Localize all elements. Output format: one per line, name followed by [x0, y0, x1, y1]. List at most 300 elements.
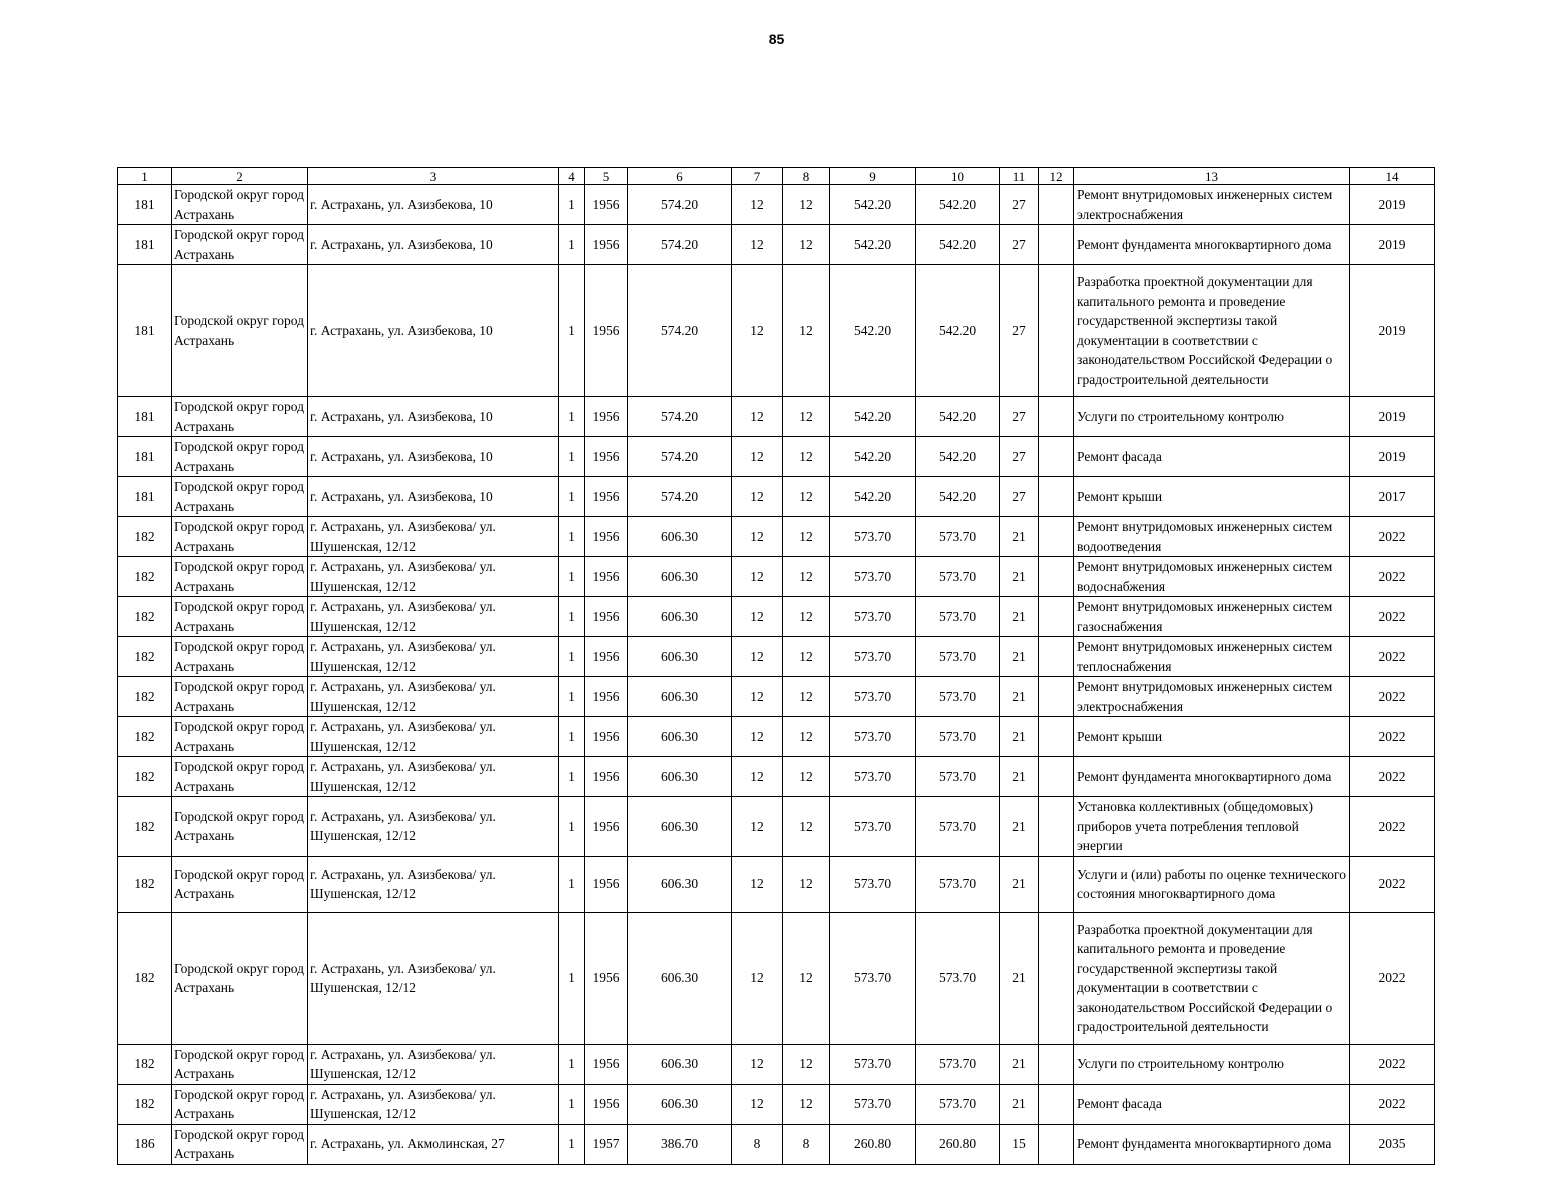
table-row — [118, 185, 1435, 225]
cell-municipality: Городской округ город Астрахань — [172, 437, 308, 477]
table-row — [118, 557, 1435, 597]
cell-municipality: Городской округ город Астрахань — [172, 912, 308, 1044]
cell-9: 573.70 — [830, 797, 916, 857]
table-row — [118, 757, 1435, 797]
cell-10: 573.70 — [916, 1084, 1000, 1124]
cell-12 — [1039, 717, 1074, 757]
cell-address: г. Астрахань, ул. Азизбекова/ ул. Шушенская, 12/12 — [308, 856, 559, 912]
cell-6: 574.20 — [628, 225, 732, 265]
cell-work-type: Ремонт крыши — [1074, 477, 1350, 517]
cell-work-type: Разработка проектной документации для капитального ремонта и проведение государственной экспертизы такой документации в соответствии с законодательством Российской Федерации о градостроительной деятельности — [1074, 265, 1350, 397]
cell-7: 12 — [732, 677, 783, 717]
cell-4: 1 — [559, 477, 585, 517]
cell-municipality: Городской округ город Астрахань — [172, 397, 308, 437]
cell-municipality: Городской округ город Астрахань — [172, 797, 308, 857]
header-col-11: 11 — [1000, 168, 1039, 185]
cell-number: 182 — [118, 557, 172, 597]
cell-year-built: 1956 — [585, 1044, 628, 1084]
cell-work-type: Ремонт внутридомовых инженерных систем водоснабжения — [1074, 557, 1350, 597]
cell-year-built: 1956 — [585, 185, 628, 225]
cell-municipality: Городской округ город Астрахань — [172, 1124, 308, 1164]
cell-planned-year: 2022 — [1350, 637, 1435, 677]
cell-year-built: 1956 — [585, 557, 628, 597]
cell-10: 542.20 — [916, 185, 1000, 225]
table-row — [118, 912, 1435, 1044]
cell-9: 542.20 — [830, 397, 916, 437]
cell-9: 573.70 — [830, 717, 916, 757]
cell-10: 573.70 — [916, 557, 1000, 597]
cell-8: 12 — [783, 517, 830, 557]
cell-number: 182 — [118, 1084, 172, 1124]
cell-7: 12 — [732, 717, 783, 757]
cell-10: 573.70 — [916, 677, 1000, 717]
cell-12 — [1039, 265, 1074, 397]
cell-8: 12 — [783, 1084, 830, 1124]
cell-planned-year: 2022 — [1350, 677, 1435, 717]
cell-municipality: Городской округ город Астрахань — [172, 1084, 308, 1124]
header-col-work-type: 13 — [1074, 168, 1350, 185]
cell-11: 27 — [1000, 225, 1039, 265]
cell-number: 182 — [118, 757, 172, 797]
header-col-8: 8 — [783, 168, 830, 185]
cell-planned-year: 2019 — [1350, 225, 1435, 265]
cell-12 — [1039, 557, 1074, 597]
cell-11: 27 — [1000, 477, 1039, 517]
cell-work-type: Ремонт фундамента многоквартирного дома — [1074, 225, 1350, 265]
cell-12 — [1039, 477, 1074, 517]
header-col-7: 7 — [732, 168, 783, 185]
cell-work-type: Ремонт внутридомовых инженерных систем газоснабжения — [1074, 597, 1350, 637]
cell-planned-year: 2019 — [1350, 265, 1435, 397]
cell-number: 182 — [118, 677, 172, 717]
cell-number: 181 — [118, 477, 172, 517]
cell-9: 573.70 — [830, 1044, 916, 1084]
cell-10: 260.80 — [916, 1124, 1000, 1164]
cell-6: 386.70 — [628, 1124, 732, 1164]
cell-8: 12 — [783, 717, 830, 757]
header-col-6: 6 — [628, 168, 732, 185]
cell-12 — [1039, 677, 1074, 717]
cell-8: 12 — [783, 856, 830, 912]
cell-7: 12 — [732, 1044, 783, 1084]
cell-6: 606.30 — [628, 757, 732, 797]
cell-12 — [1039, 757, 1074, 797]
cell-9: 573.70 — [830, 517, 916, 557]
cell-10: 573.70 — [916, 856, 1000, 912]
cell-11: 21 — [1000, 517, 1039, 557]
cell-10: 573.70 — [916, 757, 1000, 797]
cell-planned-year: 2035 — [1350, 1124, 1435, 1164]
table-row — [118, 856, 1435, 912]
cell-12 — [1039, 1124, 1074, 1164]
cell-11: 27 — [1000, 397, 1039, 437]
cell-4: 1 — [559, 517, 585, 557]
cell-number: 181 — [118, 225, 172, 265]
cell-6: 606.30 — [628, 717, 732, 757]
cell-12 — [1039, 637, 1074, 677]
cell-6: 606.30 — [628, 797, 732, 857]
cell-planned-year: 2022 — [1350, 1084, 1435, 1124]
cell-11: 27 — [1000, 437, 1039, 477]
page-number: 85 — [768, 31, 785, 47]
cell-11: 27 — [1000, 185, 1039, 225]
cell-year-built: 1956 — [585, 397, 628, 437]
cell-address: г. Астрахань, ул. Азизбекова, 10 — [308, 477, 559, 517]
cell-6: 574.20 — [628, 185, 732, 225]
cell-planned-year: 2022 — [1350, 717, 1435, 757]
cell-8: 12 — [783, 912, 830, 1044]
cell-9: 573.70 — [830, 757, 916, 797]
cell-10: 542.20 — [916, 265, 1000, 397]
cell-8: 12 — [783, 1044, 830, 1084]
table-row — [118, 1124, 1435, 1164]
cell-7: 12 — [732, 1084, 783, 1124]
cell-6: 574.20 — [628, 437, 732, 477]
cell-12 — [1039, 856, 1074, 912]
cell-4: 1 — [559, 856, 585, 912]
table-row — [118, 265, 1435, 397]
cell-10: 573.70 — [916, 1044, 1000, 1084]
cell-work-type: Ремонт фундамента многоквартирного дома — [1074, 757, 1350, 797]
cell-7: 12 — [732, 517, 783, 557]
cell-10: 573.70 — [916, 597, 1000, 637]
header-col-number: 1 — [118, 168, 172, 185]
cell-11: 15 — [1000, 1124, 1039, 1164]
cell-address: г. Астрахань, ул. Азизбекова/ ул. Шушенская, 12/12 — [308, 717, 559, 757]
cell-work-type: Разработка проектной документации для капитального ремонта и проведение государственной экспертизы такой документации в соответствии с законодательством Российской Федерации о градостроительной деятельности — [1074, 912, 1350, 1044]
cell-12 — [1039, 1084, 1074, 1124]
cell-planned-year: 2022 — [1350, 757, 1435, 797]
table-row — [118, 225, 1435, 265]
cell-work-type: Ремонт внутридомовых инженерных систем электроснабжения — [1074, 185, 1350, 225]
cell-6: 606.30 — [628, 637, 732, 677]
cell-11: 21 — [1000, 757, 1039, 797]
cell-year-built: 1956 — [585, 265, 628, 397]
table-row — [118, 717, 1435, 757]
cell-12 — [1039, 185, 1074, 225]
cell-4: 1 — [559, 1124, 585, 1164]
cell-planned-year: 2022 — [1350, 856, 1435, 912]
cell-6: 606.30 — [628, 677, 732, 717]
cell-4: 1 — [559, 185, 585, 225]
cell-8: 8 — [783, 1124, 830, 1164]
cell-11: 21 — [1000, 856, 1039, 912]
cell-7: 12 — [732, 437, 783, 477]
cell-year-built: 1956 — [585, 757, 628, 797]
cell-11: 21 — [1000, 1044, 1039, 1084]
cell-8: 12 — [783, 437, 830, 477]
table-row — [118, 597, 1435, 637]
cell-10: 542.20 — [916, 437, 1000, 477]
cell-8: 12 — [783, 797, 830, 857]
cell-municipality: Городской округ город Астрахань — [172, 717, 308, 757]
table-row — [118, 397, 1435, 437]
table-row — [118, 1044, 1435, 1084]
table-row — [118, 437, 1435, 477]
cell-year-built: 1956 — [585, 477, 628, 517]
cell-12 — [1039, 437, 1074, 477]
cell-address: г. Астрахань, ул. Азизбекова, 10 — [308, 185, 559, 225]
cell-6: 606.30 — [628, 856, 732, 912]
cell-10: 542.20 — [916, 397, 1000, 437]
header-col-10: 10 — [916, 168, 1000, 185]
cell-9: 573.70 — [830, 912, 916, 1044]
cell-4: 1 — [559, 265, 585, 397]
cell-8: 12 — [783, 185, 830, 225]
cell-11: 21 — [1000, 797, 1039, 857]
cell-6: 574.20 — [628, 265, 732, 397]
cell-8: 12 — [783, 557, 830, 597]
cell-address: г. Астрахань, ул. Азизбекова/ ул. Шушенская, 12/12 — [308, 1044, 559, 1084]
cell-number: 181 — [118, 265, 172, 397]
cell-7: 12 — [732, 477, 783, 517]
cell-address: г. Астрахань, ул. Азизбекова/ ул. Шушенская, 12/12 — [308, 677, 559, 717]
cell-12 — [1039, 597, 1074, 637]
cell-planned-year: 2019 — [1350, 437, 1435, 477]
cell-6: 606.30 — [628, 517, 732, 557]
cell-work-type: Ремонт внутридомовых инженерных систем теплоснабжения — [1074, 637, 1350, 677]
cell-10: 573.70 — [916, 517, 1000, 557]
cell-planned-year: 2019 — [1350, 397, 1435, 437]
cell-7: 12 — [732, 557, 783, 597]
cell-year-built: 1956 — [585, 597, 628, 637]
cell-planned-year: 2022 — [1350, 797, 1435, 857]
cell-work-type: Услуги по строительному контролю — [1074, 397, 1350, 437]
cell-number: 181 — [118, 437, 172, 477]
cell-work-type: Ремонт фундамента многоквартирного дома — [1074, 1124, 1350, 1164]
cell-planned-year: 2022 — [1350, 517, 1435, 557]
cell-planned-year: 2017 — [1350, 477, 1435, 517]
cell-municipality: Городской округ город Астрахань — [172, 185, 308, 225]
cell-year-built: 1956 — [585, 637, 628, 677]
table-row — [118, 677, 1435, 717]
cell-work-type: Ремонт фасада — [1074, 437, 1350, 477]
cell-municipality: Городской округ город Астрахань — [172, 477, 308, 517]
header-col-municipality: 2 — [172, 168, 308, 185]
cell-year-built: 1956 — [585, 797, 628, 857]
cell-7: 8 — [732, 1124, 783, 1164]
table-row — [118, 517, 1435, 557]
cell-11: 21 — [1000, 637, 1039, 677]
cell-address: г. Астрахань, ул. Азизбекова, 10 — [308, 437, 559, 477]
cell-address: г. Астрахань, ул. Азизбекова/ ул. Шушенская, 12/12 — [308, 1084, 559, 1124]
header-col-planned-year: 14 — [1350, 168, 1435, 185]
cell-12 — [1039, 797, 1074, 857]
cell-7: 12 — [732, 397, 783, 437]
cell-year-built: 1956 — [585, 677, 628, 717]
cell-7: 12 — [732, 265, 783, 397]
cell-7: 12 — [732, 856, 783, 912]
cell-work-type: Услуги и (или) работы по оценке технического состояния многоквартирного дома — [1074, 856, 1350, 912]
cell-number: 182 — [118, 1044, 172, 1084]
cell-year-built: 1956 — [585, 225, 628, 265]
table-row — [118, 637, 1435, 677]
cell-4: 1 — [559, 557, 585, 597]
cell-address: г. Астрахань, ул. Азизбекова, 10 — [308, 397, 559, 437]
cell-4: 1 — [559, 677, 585, 717]
cell-6: 606.30 — [628, 557, 732, 597]
cell-11: 27 — [1000, 265, 1039, 397]
cell-address: г. Астрахань, ул. Азизбекова, 10 — [308, 265, 559, 397]
cell-work-type: Ремонт крыши — [1074, 717, 1350, 757]
cell-number: 182 — [118, 797, 172, 857]
cell-4: 1 — [559, 912, 585, 1044]
cell-year-built: 1956 — [585, 1084, 628, 1124]
cell-7: 12 — [732, 757, 783, 797]
cell-number: 182 — [118, 912, 172, 1044]
cell-12 — [1039, 517, 1074, 557]
cell-4: 1 — [559, 757, 585, 797]
cell-number: 182 — [118, 637, 172, 677]
cell-number: 181 — [118, 185, 172, 225]
cell-9: 573.70 — [830, 677, 916, 717]
header-col-9: 9 — [830, 168, 916, 185]
cell-planned-year: 2019 — [1350, 185, 1435, 225]
capital-repair-table — [117, 167, 1435, 1165]
cell-address: г. Астрахань, ул. Азизбекова/ ул. Шушенская, 12/12 — [308, 797, 559, 857]
cell-8: 12 — [783, 677, 830, 717]
cell-6: 606.30 — [628, 1044, 732, 1084]
cell-8: 12 — [783, 477, 830, 517]
cell-6: 606.30 — [628, 597, 732, 637]
cell-8: 12 — [783, 397, 830, 437]
cell-4: 1 — [559, 225, 585, 265]
cell-municipality: Городской округ город Астрахань — [172, 265, 308, 397]
cell-11: 21 — [1000, 557, 1039, 597]
cell-work-type: Услуги по строительному контролю — [1074, 1044, 1350, 1084]
cell-municipality: Городской округ город Астрахань — [172, 557, 308, 597]
cell-9: 542.20 — [830, 265, 916, 397]
cell-4: 1 — [559, 1084, 585, 1124]
cell-11: 21 — [1000, 912, 1039, 1044]
cell-12 — [1039, 1044, 1074, 1084]
cell-6: 606.30 — [628, 1084, 732, 1124]
cell-planned-year: 2022 — [1350, 557, 1435, 597]
cell-address: г. Астрахань, ул. Азизбекова/ ул. Шушенская, 12/12 — [308, 637, 559, 677]
cell-address: г. Астрахань, ул. Азизбекова/ ул. Шушенская, 12/12 — [308, 757, 559, 797]
cell-9: 542.20 — [830, 477, 916, 517]
table-row — [118, 477, 1435, 517]
cell-number: 186 — [118, 1124, 172, 1164]
cell-9: 573.70 — [830, 637, 916, 677]
cell-6: 574.20 — [628, 397, 732, 437]
cell-10: 573.70 — [916, 912, 1000, 1044]
cell-10: 542.20 — [916, 477, 1000, 517]
cell-10: 573.70 — [916, 797, 1000, 857]
header-col-year-built: 5 — [585, 168, 628, 185]
cell-7: 12 — [732, 797, 783, 857]
cell-planned-year: 2022 — [1350, 1044, 1435, 1084]
cell-address: г. Астрахань, ул. Азизбекова/ ул. Шушенская, 12/12 — [308, 597, 559, 637]
cell-8: 12 — [783, 757, 830, 797]
cell-year-built: 1956 — [585, 437, 628, 477]
header-col-12: 12 — [1039, 168, 1074, 185]
cell-4: 1 — [559, 717, 585, 757]
cell-municipality: Городской округ город Астрахань — [172, 597, 308, 637]
cell-7: 12 — [732, 185, 783, 225]
cell-12 — [1039, 225, 1074, 265]
cell-12 — [1039, 912, 1074, 1044]
cell-number: 181 — [118, 397, 172, 437]
cell-9: 260.80 — [830, 1124, 916, 1164]
cell-7: 12 — [732, 912, 783, 1044]
cell-11: 21 — [1000, 677, 1039, 717]
cell-work-type: Ремонт внутридомовых инженерных систем водоотведения — [1074, 517, 1350, 557]
table-row — [118, 797, 1435, 857]
cell-9: 573.70 — [830, 856, 916, 912]
cell-9: 542.20 — [830, 185, 916, 225]
header-col-4: 4 — [559, 168, 585, 185]
cell-municipality: Городской округ город Астрахань — [172, 677, 308, 717]
cell-6: 606.30 — [628, 912, 732, 1044]
cell-number: 182 — [118, 856, 172, 912]
cell-address: г. Астрахань, ул. Акмолинская, 27 — [308, 1124, 559, 1164]
cell-4: 1 — [559, 397, 585, 437]
cell-planned-year: 2022 — [1350, 597, 1435, 637]
cell-4: 1 — [559, 437, 585, 477]
header-col-address: 3 — [308, 168, 559, 185]
cell-address: г. Астрахань, ул. Азизбекова/ ул. Шушенская, 12/12 — [308, 517, 559, 557]
cell-address: г. Астрахань, ул. Азизбекова/ ул. Шушенская, 12/12 — [308, 912, 559, 1044]
cell-number: 182 — [118, 597, 172, 637]
cell-4: 1 — [559, 1044, 585, 1084]
cell-year-built: 1957 — [585, 1124, 628, 1164]
cell-8: 12 — [783, 265, 830, 397]
cell-9: 573.70 — [830, 557, 916, 597]
cell-8: 12 — [783, 597, 830, 637]
cell-11: 21 — [1000, 597, 1039, 637]
cell-municipality: Городской округ город Астрахань — [172, 637, 308, 677]
cell-10: 573.70 — [916, 717, 1000, 757]
cell-work-type: Ремонт внутридомовых инженерных систем электроснабжения — [1074, 677, 1350, 717]
cell-12 — [1039, 397, 1074, 437]
cell-planned-year: 2022 — [1350, 912, 1435, 1044]
cell-work-type: Установка коллективных (общедомовых) приборов учета потребления тепловой энергии — [1074, 797, 1350, 857]
cell-address: г. Астрахань, ул. Азизбекова, 10 — [308, 225, 559, 265]
cell-municipality: Городской округ город Астрахань — [172, 757, 308, 797]
cell-address: г. Астрахань, ул. Азизбекова/ ул. Шушенская, 12/12 — [308, 557, 559, 597]
cell-municipality: Городской округ город Астрахань — [172, 225, 308, 265]
cell-8: 12 — [783, 637, 830, 677]
cell-year-built: 1956 — [585, 717, 628, 757]
cell-year-built: 1956 — [585, 856, 628, 912]
cell-11: 21 — [1000, 1084, 1039, 1124]
cell-year-built: 1956 — [585, 517, 628, 557]
cell-4: 1 — [559, 797, 585, 857]
cell-9: 573.70 — [830, 597, 916, 637]
cell-8: 12 — [783, 225, 830, 265]
cell-number: 182 — [118, 717, 172, 757]
cell-year-built: 1956 — [585, 912, 628, 1044]
cell-6: 574.20 — [628, 477, 732, 517]
cell-10: 542.20 — [916, 225, 1000, 265]
cell-number: 182 — [118, 517, 172, 557]
cell-7: 12 — [732, 225, 783, 265]
cell-municipality: Городской округ город Астрахань — [172, 517, 308, 557]
cell-work-type: Ремонт фасада — [1074, 1084, 1350, 1124]
cell-11: 21 — [1000, 717, 1039, 757]
cell-municipality: Городской округ город Астрахань — [172, 1044, 308, 1084]
table-row — [118, 1084, 1435, 1124]
cell-10: 573.70 — [916, 637, 1000, 677]
cell-9: 573.70 — [830, 1084, 916, 1124]
cell-4: 1 — [559, 637, 585, 677]
cell-7: 12 — [732, 637, 783, 677]
cell-municipality: Городской округ город Астрахань — [172, 856, 308, 912]
cell-9: 542.20 — [830, 225, 916, 265]
cell-4: 1 — [559, 597, 585, 637]
cell-7: 12 — [732, 597, 783, 637]
